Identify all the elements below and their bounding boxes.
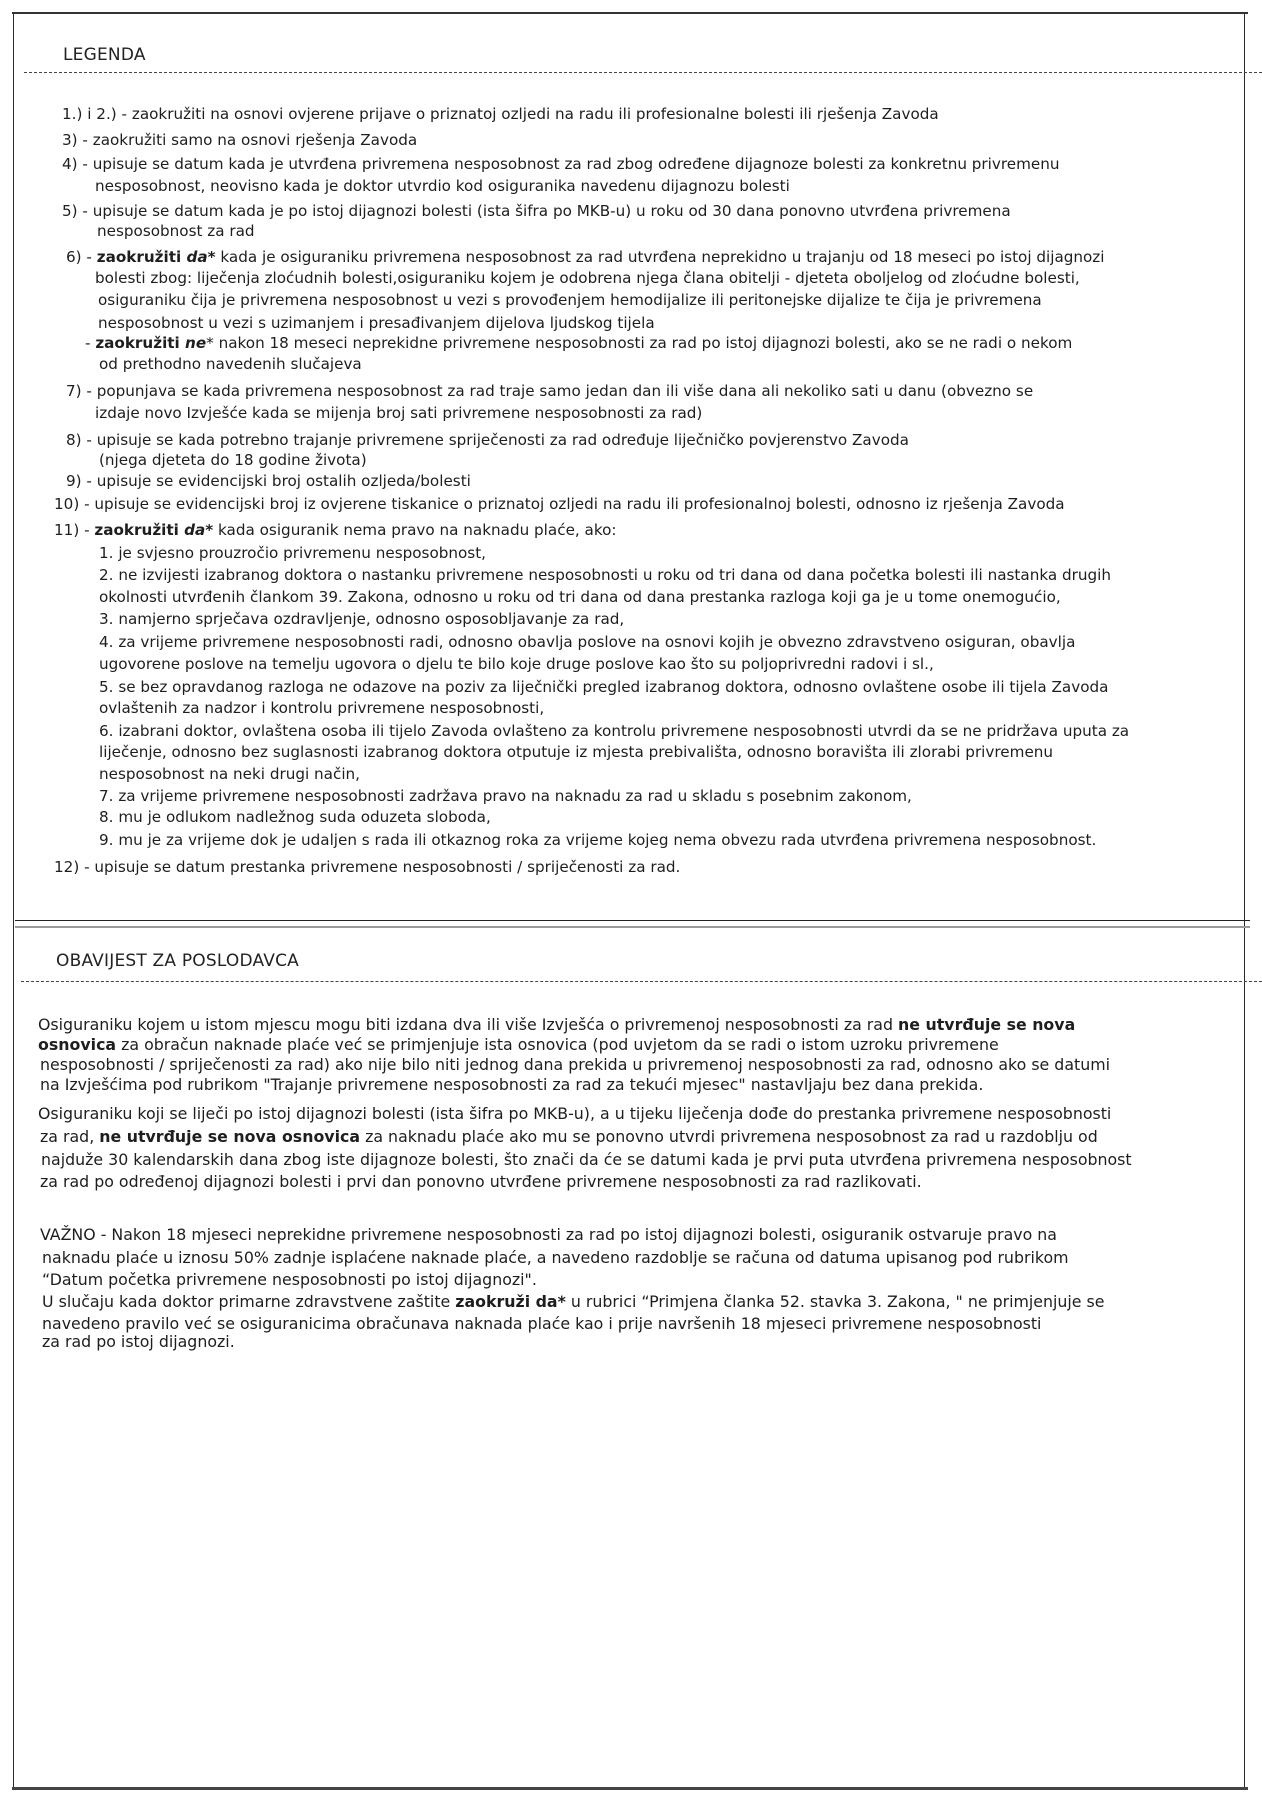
condition-4: 4. za vrijeme privremene nesposobnosti radi, odnosno obavlja poslove na osnovi kojih je obvezno zdravstveno osiguran, obavlja — [99, 633, 1076, 651]
condition-2-cont: okolnosti utvrđenih člankom 39. Zakona, odnosno u roku od tri dana od dana prestanka razloga koji ga je u tome onemogućio, — [99, 588, 1061, 606]
legend-item-3: 3) - zaokružiti samo na osnovi rješenja Zavoda — [62, 131, 418, 149]
legend-item-7-cont: izdaje novo Izvješće kada se mijenja broj sati privremene nesposobnosti za rad) — [95, 404, 703, 422]
legend-item-1-2: 1.) i 2.) - zaokružiti na osnovi ovjerene prijave o priznatoj ozljedi na radu ili profesionalne bolesti ili rješenja Zavoda — [62, 105, 939, 123]
condition-5-cont: ovlaštenih za nadzor i kontrolu privremene nesposobnosti, — [99, 699, 545, 717]
legend-item-6-cont-3: nesposobnost u vezi s uzimanjem i presađivanjem dijelova ljudskog tijela — [98, 314, 655, 332]
condition-6: 6. izabrani doktor, ovlaštena osoba ili tijelo Zavoda ovlašteno za kontrolu privremene nesposobnosti utvrdi da se ne pridržava uputa za — [99, 722, 1130, 740]
condition-2: 2. ne izvijesti izabranog doktora o nastanku privremene nesposobnosti u roku od tri dana od dana početka bolesti ili nastanka drugih — [99, 566, 1111, 584]
legend-item-6-cont-2: osiguraniku čija je privremena nesposobnost u vezi s provođenjem hemodijalize ili peritonejske dijalize te čija je privremena — [98, 291, 1042, 309]
legend-item-11: 11) - zaokružiti da* kada osiguranik nema pravo na naknadu plaće, ako: — [54, 521, 617, 539]
legend-item-4: 4) - upisuje se datum kada je utvrđena privremena nesposobnost za rad zbog određene dijagnoze bolesti za konkretnu privremenu — [62, 155, 1060, 173]
section-divider — [15, 920, 1250, 921]
condition-3: 3. namjerno sprječava ozdravljenje, odnosno osposobljavanje za rad, — [99, 610, 625, 628]
condition-7: 7. za vrijeme privremene nesposobnosti zadržava pravo na naknadu za rad u skladu s posebnim zakonom, — [99, 787, 912, 805]
condition-5: 5. se bez opravdanog razloga ne odazove na poziv za liječnički pregled izabranog doktora, odnosno ovlaštene osobe ili tijela Zavoda — [99, 678, 1109, 696]
condition-6-cont-2: nesposobnost na neki drugi način, — [99, 765, 360, 783]
legend-dashed-divider — [24, 72, 1262, 73]
legend-item-9: 9) - upisuje se evidencijski broj ostalih ozljeda/bolesti — [66, 472, 471, 490]
legend-item-12: 12) - upisuje se datum prestanka privremene nesposobnosti / spriječenosti za rad. — [54, 858, 681, 876]
legend-item-6b-cont: od prethodno navedenih slučajeva — [99, 355, 362, 373]
condition-8: 8. mu je odlukom nadležnog suda oduzeta sloboda, — [99, 808, 491, 826]
condition-1: 1. je svjesno prouzročio privremenu nesposobnost, — [99, 544, 486, 562]
legend-item-6: 6) - zaokružiti da* kada je osiguraniku privremena nesposobnost za rad utvrđena neprekidno u trajanju od 18 meseci po istoj dijagnozi — [66, 248, 1105, 266]
condition-6-cont-1: liječenje, odnosno bez suglasnosti izabranog doktora otputuje iz mjesta prebivališta, odnosno boravišta ili zlorabi privremenu — [99, 743, 1054, 761]
legend-item-10: 10) - upisuje se evidencijski broj iz ovjerene tiskanice o priznatoj ozljedi na radu ili profesionalnoj bolesti, odnosno iz rješenja Zavoda — [54, 495, 1065, 513]
condition-4-cont: ugovorene poslove na temelju ugovora o djelu te bilo koje druge poslove kao što su poljoprivredni radovi i sl., — [99, 655, 934, 673]
legend-item-6b: - zaokružiti ne* nakon 18 meseci neprekidne privremene nesposobnosti za rad po istoj dijagnozi bolesti, ako se ne radi o nekom — [85, 334, 1073, 352]
legend-item-7: 7) - popunjava se kada privremena nesposobnost za rad traje samo jedan dan ili više dana ali nekoliko sati u danu (obvezno se — [66, 382, 1034, 400]
legend-item-6-cont-1: bolesti zbog: liječenja zloćudnih bolesti,osiguraniku kojem je odobrena njega člana obitelji - djeteta oboljelog od zloćudne bolesti, — [95, 269, 1080, 287]
notice-title: OBAVIJEST ZA POSLODAVCA — [56, 951, 299, 971]
legend-title: LEGENDA — [63, 45, 146, 65]
legend-item-5-cont: nesposobnost za rad — [97, 222, 255, 240]
section-divider-shadow — [15, 926, 1250, 928]
condition-9: 9. mu je za vrijeme dok je udaljen s rada ili otkaznog roka za vrijeme kojeg nema obvezu rada utvrđena privremena nesposobnost. — [99, 831, 1097, 849]
legend-item-5: 5) - upisuje se datum kada je po istoj dijagnozi bolesti (ista šifra po MKB-u) u roku od 30 dana ponovno utvrđena privremena — [62, 202, 1011, 220]
frame-top-rule — [12, 12, 1248, 14]
legend-item-8-cont: (njega djeteta do 18 godine života) — [99, 451, 367, 469]
frame-bottom-rule — [12, 1787, 1248, 1790]
legend-item-4-cont: nesposobnost, neovisno kada je doktor utvrdio kod osiguranika navedenu dijagnozu bolesti — [95, 177, 790, 195]
notice-dashed-divider — [21, 981, 1262, 982]
legend-item-8: 8) - upisuje se kada potrebno trajanje privremene spriječenosti za rad određuje liječničko povjerenstvo Zavoda — [66, 431, 909, 449]
